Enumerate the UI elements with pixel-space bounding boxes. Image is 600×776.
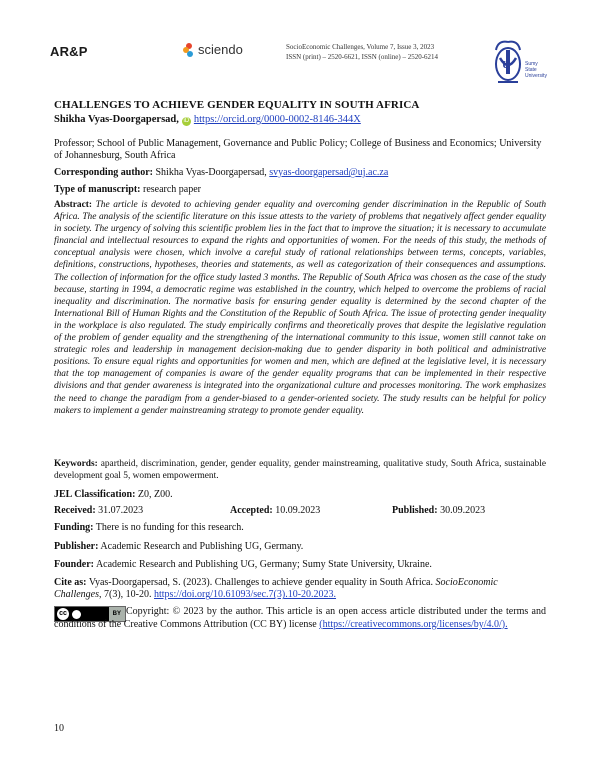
jel-value: Z0, Z00. bbox=[137, 489, 173, 500]
doi-link[interactable]: https://doi.org/10.61093/sec.7(3).10-20.2023. bbox=[154, 589, 337, 601]
corresponding-name: Shikha Vyas-Doorgapersad, bbox=[155, 167, 267, 178]
abstract-label: Abstract: bbox=[54, 200, 93, 210]
jel-classification bbox=[54, 489, 546, 501]
sciendo-mark-icon bbox=[183, 43, 194, 57]
sciendo-wordmark: sciendo bbox=[198, 42, 243, 57]
cite-text: Vyas-Doorgapersad, S. (2023). Challenges to achieve gender equality in South Africa. bbox=[88, 577, 433, 588]
author-affiliation: Professor; School of Public Management, Governance and Public Policy; College of Business and Economics; University of Johannesburg, South Africa bbox=[54, 138, 542, 162]
sumy-state-university-logo bbox=[490, 38, 550, 90]
manuscript-type bbox=[54, 184, 546, 196]
keywords-label: Keywords: bbox=[54, 459, 98, 469]
funding-value: There is no funding for this research. bbox=[95, 522, 244, 533]
manuscript-value: research paper bbox=[142, 184, 201, 195]
cite-volume: , 7(3), 10-20. bbox=[99, 589, 152, 601]
jel-label: JEL Classification: bbox=[54, 489, 136, 500]
copyright-text: Copyright: © 2023 by the author. This article is an open access article distributed under the terms and conditions of the Creative Commons Attribution (CC BY) license bbox=[54, 606, 546, 630]
university-logo-word-2: State bbox=[525, 67, 537, 73]
citation bbox=[54, 577, 546, 602]
publisher-logo: AR&P bbox=[50, 44, 88, 59]
cc-icon: cc bbox=[57, 608, 69, 620]
corresponding-label: Corresponding author: bbox=[54, 167, 153, 178]
author-line bbox=[54, 114, 361, 126]
journal-line: SocioEconomic Challenges, Volume 7, Issue 3, 2023 bbox=[286, 43, 435, 51]
journal-info bbox=[286, 42, 438, 62]
corresponding-email-link[interactable]: svyas-doorgapersad@uj.ac.za bbox=[269, 167, 389, 178]
received-value: 31.07.2023 bbox=[98, 505, 144, 516]
issn-line: ISSN (print) – 2520-6621, ISSN (online) – 2520-6214 bbox=[286, 53, 439, 61]
funding-label: Funding: bbox=[54, 522, 94, 533]
keywords bbox=[54, 458, 546, 482]
cc-by-label: BY bbox=[109, 607, 125, 621]
published-date bbox=[392, 505, 485, 516]
founder bbox=[54, 559, 546, 571]
sciendo-logo bbox=[183, 42, 243, 57]
cite-label: Cite as: bbox=[54, 577, 87, 588]
received-date bbox=[54, 505, 143, 516]
manuscript-label: Type of manuscript: bbox=[54, 184, 141, 195]
abstract bbox=[54, 199, 546, 417]
corresponding-author bbox=[54, 167, 546, 179]
received-label: Received: bbox=[54, 505, 96, 516]
university-logo-letter: U bbox=[502, 59, 510, 71]
publisher-value: Academic Research and Publishing UG, Germany. bbox=[100, 541, 304, 552]
orcid-link[interactable]: https://orcid.org/0000-0002-8146-344X bbox=[193, 114, 361, 125]
publisher-label: Publisher: bbox=[54, 541, 99, 552]
license-link[interactable]: (https://creativecommons.org/licenses/by/4.0/). bbox=[319, 618, 508, 630]
copyright-notice bbox=[54, 606, 546, 632]
accepted-date bbox=[230, 505, 320, 516]
funding bbox=[54, 522, 546, 534]
keywords-text: apartheid, discrimination, gender, gender equality, gender mainstreaming, qualitative study, South Africa, sustainable development goal 5, women empowerment. bbox=[54, 459, 547, 482]
founder-value: Academic Research and Publishing UG, Germany; Sumy State University, Ukraine. bbox=[95, 559, 432, 570]
founder-label: Founder: bbox=[54, 559, 94, 570]
author-name: Shikha Vyas-Doorgapersad, bbox=[54, 114, 179, 125]
article-title: CHALLENGES TO ACHIEVE GENDER EQUALITY IN SOUTH AFRICA bbox=[54, 99, 420, 111]
accepted-value: 10.09.2023 bbox=[275, 505, 321, 516]
cite-journal: SocioEconomic Challenges bbox=[54, 577, 498, 601]
university-logo-word-1: Sumy bbox=[525, 61, 538, 67]
orcid-icon[interactable]: iD bbox=[183, 118, 190, 124]
published-value: 30.09.2023 bbox=[440, 505, 486, 516]
accepted-label: Accepted: bbox=[230, 505, 273, 516]
published-label: Published: bbox=[392, 505, 438, 516]
university-logo-word-3: University bbox=[525, 73, 547, 79]
abstract-text: The article is devoted to achieving gender equality and overcoming gender discrimination in the Republic of South Africa. The analysis of the scientific literature on this issue attests to the variety of problems that negatively affect gender equality in society. The urgency of solving this scientific problem lies in the fact that to improve the situation; it is necessary to accumulate financial and intellectual resources to expand the rights and opportunities of women. For the needs of this study, the methods of conceptual analysis were chosen, which involve a careful study of rational relationships between terms, concepts, variables, definitions, constructions, hypotheses, theories and statements, as well as categorization of their consequences and assumptions. The collection of information for the office study lasted 3 months. The Republic of South Africa was chosen as the case of the study because, starting in 1994, a democratic regime was established in the country, which helped to overcome the problems of racial inequality and discrimination. The normative basis for ensuring gender equality is determined by the second chapter of the International Bill of Human Rights and the Constitution of the Republic of South Africa. The issue of protecting gender inequality in the workplace is also regulated. The study empirically confirms and theoretically proves that despite the legislative regulation of the problem of gender equality and the strengthening of the international community to this issue, women still cannot take on strategic roles and leadership in management decision-making due to gender disparity in both political and administrative positions. To ensure equal rights and opportunities for women and men, which are defined at the legislative level, it is necessary that the top management of companies is aware of the gender equality programs that can be implemented in their respective divisions and that gender awareness is integrated into the organizational culture and processes monitoring. The work emphasizes the need to change the paradigm from a gender-biased to a gender-oriented society. The study results can be helpful for policy makers to implement a gender mainstreaming strategy to promote gender equality. bbox=[54, 200, 547, 416]
page-number: 10 bbox=[54, 723, 64, 734]
publisher bbox=[54, 541, 546, 553]
